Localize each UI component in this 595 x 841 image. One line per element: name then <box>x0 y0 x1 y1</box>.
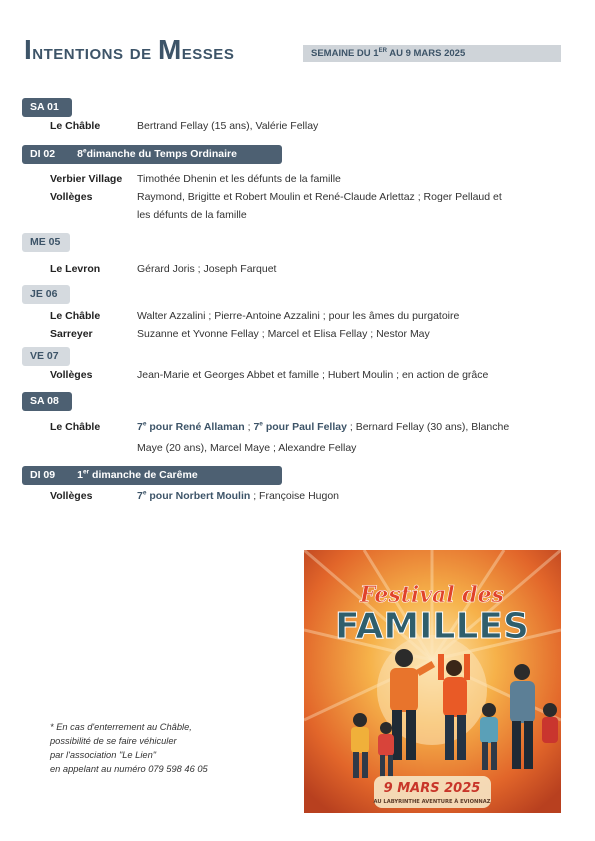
intentions-text: 7e pour Norbert Moulin ; Françoise Hugon <box>137 489 340 502</box>
poster-title-line2: FAMILLES <box>335 606 529 647</box>
intentions-text: Jean-Marie et Georges Abbet et famille ; Hubert Moulin ; en action de grâce <box>137 369 489 381</box>
day-badge-me05: ME 05 <box>22 233 70 252</box>
page-title: Intentions de Messes <box>24 34 235 65</box>
intentions-text: Timothée Dhenin et les défunts de la famille <box>137 173 341 185</box>
intentions-text: Suzanne et Yvonne Fellay ; Marcel et Elisa Fellay ; Nestor May <box>137 328 430 340</box>
place-label: Le Levron <box>50 263 101 275</box>
feast-label: 8edimanche du Temps Ordinaire <box>77 147 237 160</box>
poster-venue: AU LABYRINTHE AVENTURE À EVIONNAZ <box>373 799 491 805</box>
intentions-text: Raymond, Brigitte et Robert Moulin et René-Claude Arlettaz ; Roger Pellaud et les défunts de la famille <box>137 191 502 221</box>
place-label: Vollèges <box>50 369 93 381</box>
place-label: Vollèges <box>50 490 93 502</box>
festival-poster <box>304 550 561 813</box>
place-label: Le Châble <box>50 310 101 322</box>
place-label: Le Châble <box>50 120 101 132</box>
intentions-text: Bertrand Fellay (15 ans), Valérie Fellay <box>137 120 319 132</box>
intentions-text: 7e pour René Allaman ; 7e pour Paul Fellay ; Bernard Fellay (30 ans), Blanche Maye (20 ans), Marcel Maye ; Alexandre Fellay <box>137 420 510 454</box>
day-badge-di02: DI 02 8edimanche du Temps Ordinaire <box>22 145 282 164</box>
place-label: Vollèges <box>50 191 93 203</box>
poster-title-line1: Festival des <box>359 582 505 608</box>
seventh-mass-highlight: 7e pour Paul Fellay <box>253 420 347 433</box>
seventh-mass-highlight: 7e pour Norbert Moulin <box>137 489 251 502</box>
intentions-text: Gérard Joris ; Joseph Farquet <box>137 263 277 275</box>
place-label: Sarreyer <box>50 328 93 340</box>
place-label: Verbier Village <box>50 173 123 185</box>
intentions-text: Walter Azzalini ; Pierre-Antoine Azzalini ; pour les âmes du purgatoire <box>137 310 460 322</box>
poster-date: 9 MARS 2025 <box>383 781 481 796</box>
funeral-transport-note: * En cas d'enterrement au Châble, possibilité de se faire véhiculer par l'association "Le Lien" en appelant au numéro 079 598 46 05 <box>50 722 208 774</box>
day-badge-je06: JE 06 <box>22 285 70 304</box>
feast-label: 1er dimanche de Carême <box>77 468 198 481</box>
day-badge-sa01: SA 01 <box>22 98 72 117</box>
day-badge-sa08: SA 08 <box>22 392 72 411</box>
seventh-mass-highlight: 7e pour René Allaman <box>137 420 245 433</box>
place-label: Le Châble <box>50 421 101 433</box>
week-range-bar: SEMAINE DU 1ER AU 9 MARS 2025 <box>303 45 561 62</box>
day-badge-di09: DI 09 1er dimanche de Carême <box>22 466 282 485</box>
day-badge-ve07: VE 07 <box>22 347 70 366</box>
